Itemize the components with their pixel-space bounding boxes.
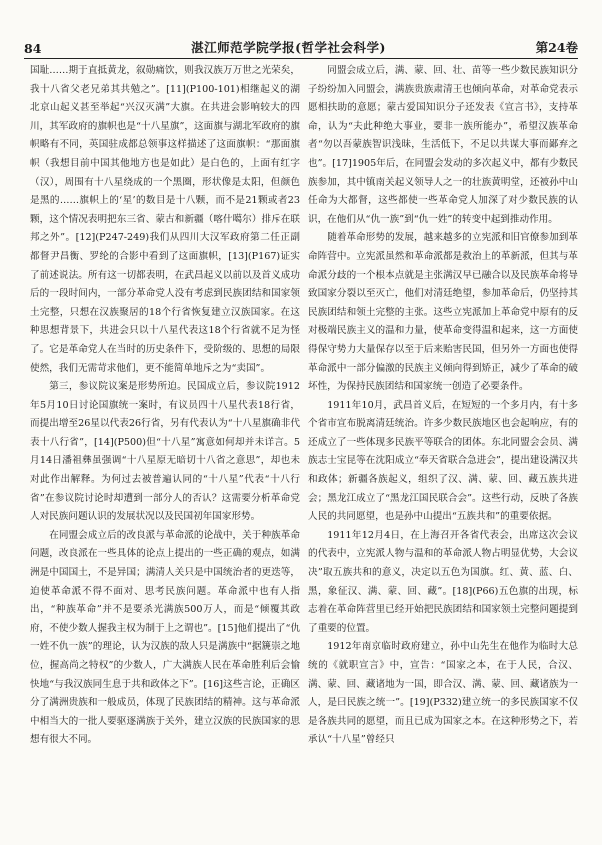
paragraph: 第三，参议院议案是形势所迫。民国成立后，参议院1912年5月10日讨论国旗统一案时，有议员四十八星代表18行省，而提出增至26星以代表26行省，另有代表认为“十八星旗确非代表十八行省”，[14](P500)但“十八星”寓意如何却并未详言。5月14日潘祖彝虽强调“十八星原无暗切十八省之意思”，却也未对此作出解释。为何过去被普遍认同的“十八星”代表“十八行省”在参议院讨论时却遭到一部分人的否认？这需要分析革命党人对民族问题认识的发展状况以及民国初年国家形势。	[30, 381, 300, 523]
paragraph: 1911年12月4日，在上海召开各省代表会，出席这次会议的代表中，立宪派人物与温和的革命派人物占明显优势，大会议决”取五族共和的意义，决定以五色为国旗。红、黄、蓝、白、黑，象征汉、满、蒙、回、藏”。[18](P66)五色旗的出现，标志着在革命阵营里已经开始把民族团结和国家领土完整问题提到了重要的位置。	[308, 529, 578, 634]
paragraph: 1912年南京临时政府建立，孙中山先生在他作为临时大总统的《就职宣言》中，宣告：“国家之本，在于人民，合汉、满、蒙、回、藏诸地为一国，即合汉、满、蒙、回、藏诸族为一人，是曰民族之统一”。[19](P332)建立统一的多民族国家不仅是各族共同的愿望，而且已成为国家之本。在这种形势之下，若承认“十八星”曾经只	[308, 641, 578, 746]
paragraph: 在同盟会成立后的改良派与革命派的论战中，关于种族革命问题，改良派在一些具体的论点上提出的一些正确的观点，如满洲是中国国土，不是异国；满清人关只是中国统治者的更迭等，迫使革命派不得不面对、思考民族问题。革命派中也有人指出，“种族革命”并不是要杀光满族500万人，而是“倾覆其政府，不使少数人握我主权为制于上之谓也”。[15]他们提出了“仇一姓不仇一族”的理论，认为汉族的敌人只是满族中“据篪崇之地位，握高尚之特权”的少数人，广大满族人民在革命胜利后会愉快地“与我汉族同生息于共和政体之下”。[16]这些言论，正确区分了满洲贵族和一般成员，体现了民族团结的精神。这与革命派中相当大的一批人要驱逐满族于关外，建立汉族的民族国家的思想有很大不同。	[30, 529, 300, 746]
paragraph: 1911年10月，武昌首义后，在短短的一个多月内，有十多个省市宣布脱离清廷统治。许多少数民族地区也会起响应，有的还成立了一些体现多民族平等联合的团体。东北同盟会会员、满族志士宝昆等在沈阳成立“奉天省联合急进会”，提出建设满汉共和政体；新疆各族起义，组织了汉、满、蒙、回、藏五族共进会；黑龙江成立了“黑龙江国民联合会”。这些行动，反映了各族人民的共同愿望，也是孙中山提出“五族共和”的重要依据。	[308, 399, 578, 523]
paragraph: 同盟会成立后，满、蒙、回、壮、苗等一些少数民族知识分子纷纷加入同盟会，满族贵族肃清王也倾向革命，对革命党表示愿相扶助的意愿；蒙古爱国知识分子还发表《宣言书》，支持革命，认为“夫此种绝大事业，要非一族所能办”，希望汉族革命者“勿以吾蒙族智识浅昧，生活低下，不足以共谋大事而鄙弃之也”。[17]1905年后，在同盟会发动的多次起义中，都有少数民族参加，其中镇南关起义领导人之一的壮族黄明堂，还被孙中山任命为大都督，这些都使一些革命党人加深了对少数民族的认识，在他们从“仇一族”到“仇一姓”的转变中起到推动作用。	[308, 65, 578, 225]
paragraph: 随着革命形势的发展，越来越多的立宪派和旧官僚参加到革命阵营中。立宪派虽然和革命派都是救治上的革新派，但其与革命派分歧的一个根本点就是主张满汉早已融合以及民族革命将导致国家分裂以至灭亡，他们对清廷绝望，参加革命后，仍坚持其民族团结和领土完整的主张。这些立宪派加上革命党中原有的反对极端民族主义的温和力量，使革命变得温和起来，这一方面使得保守势力大量保存以至于后来贻害民国，但另外一方面也使得革命派中一部分偏激的民族主义倾向得到矫正，减少了革命的破坏性，为保持民族团结和国家统一创造了必要条件。	[308, 232, 578, 393]
journal-title: 湛江师范学院学报(哲学社会科学)	[191, 40, 386, 55]
page-number: 84	[24, 41, 42, 56]
page-header	[24, 34, 578, 59]
paragraph: 国耻……期于直抵黄龙，叙勋痛饮，则我汉族万万世之光荣矣，我十八省父老兄弟其共勉之”。[11](P100-101)相继起义的湖北京山起义甚至举起“兴汉灭满”大旗。在共进会影响较大的四川，其军政府的旗帜也是“十八星旗”，这面旗与湖北军政府的旗帜略有不同，英国驻成都总领事这样描述了这面旗帜：“那面旗帜（我想目前中国其他地方也是如此）是白色的，上面有红字（汉），周围有十八星绕成的一个黑圈，形状像是太阳，但颜色是黑的……旗帜上的‘星’的数目是十八颗，而不是21颗或者23颗，这个情况表明把东三省、蒙古和新疆（喀什噶尔）排斥在联邦之外”。[12](P247-249)我们从四川大汉军政府第二任正副都督尹昌衡、罗纶的合影中看到了这面旗帜，[13](P167)证实了前述说法。所有这一切都表明，在武昌起义以前以及首义成功后的一段时间内，一部分革命党人没有考虑到民族团结和国家领土完整，只想在汉族聚居的18个行省恢复建立汉族国家。在这种思想背景下，共进会只以十八星代表这18个行省就不足为怪了。它是革命党人在当时的历史条件下，受阶级的、思想的局限使然，我们无需苛求他们，更不能简单地斥之为“卖国”。	[30, 65, 300, 374]
right-column	[308, 62, 578, 832]
left-column	[30, 62, 300, 832]
volume-label: 第24卷	[535, 40, 578, 55]
